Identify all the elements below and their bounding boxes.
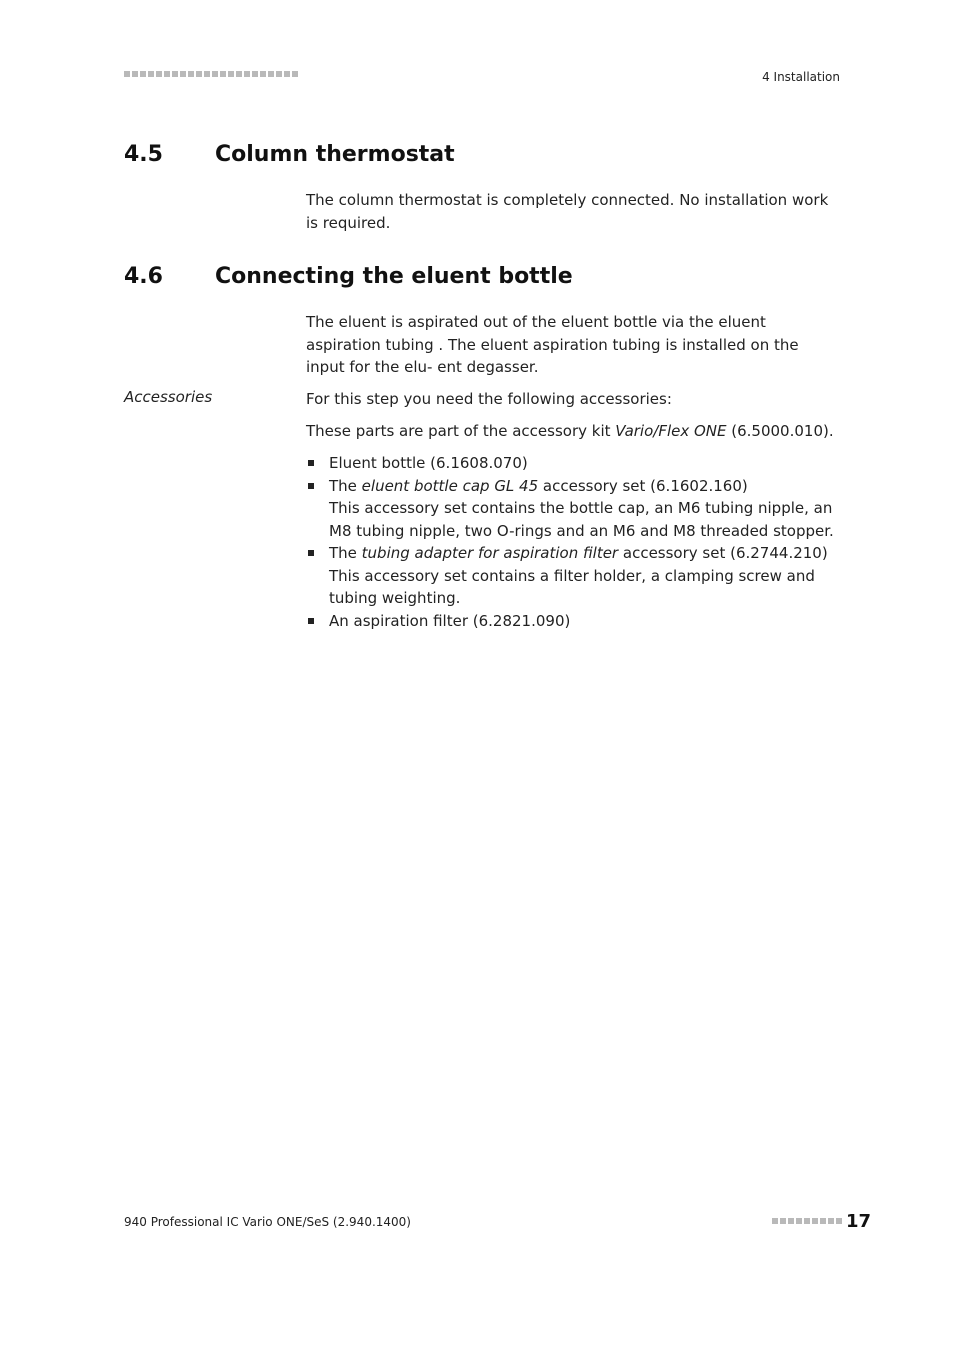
footer-decoration bbox=[772, 1218, 842, 1224]
bullet-icon bbox=[308, 483, 314, 489]
list-item bbox=[306, 475, 846, 543]
side-label-accessories: Accessories bbox=[124, 388, 213, 406]
kit-name: Vario/Flex ONE bbox=[615, 422, 727, 440]
accessories-list bbox=[306, 452, 846, 632]
accessories-intro: For this step you need the following accessories: bbox=[306, 390, 672, 408]
list-item bbox=[306, 542, 846, 610]
page-number: 17 bbox=[846, 1211, 872, 1232]
kit-text-after: (6.5000.010). bbox=[726, 422, 834, 440]
bullet-icon bbox=[308, 550, 314, 556]
item-prefix: The bbox=[329, 476, 362, 495]
section-paragraph: The eluent is aspirated out of the eluent bottle via the eluent aspiration tubing . The eluent aspiration tubing is installed on the input for the elu- ent degasser. bbox=[306, 313, 799, 376]
item-suffix: accessory set (6.1602.160) bbox=[538, 476, 748, 495]
section-paragraph: The column thermostat is completely connected. No installation work is required. bbox=[306, 191, 829, 232]
item-name: eluent bottle cap GL 45 bbox=[361, 476, 539, 495]
list-item bbox=[306, 452, 846, 475]
header-decoration bbox=[124, 71, 298, 77]
section-number: 4.6 bbox=[124, 264, 163, 289]
item-suffix: accessory set (6.2744.210) bbox=[618, 544, 828, 562]
item-text: Eluent bottle (6.1608.070) bbox=[329, 454, 528, 472]
bullet-icon bbox=[308, 618, 314, 624]
item-detail: This accessory set contains a filter holder, a clamping screw and tubing weighting. bbox=[329, 566, 815, 607]
section-title: Column thermostat bbox=[215, 142, 455, 167]
bullet-icon bbox=[308, 460, 314, 466]
footer-document-title: 940 Professional IC Vario ONE/SeS (2.940.1400) bbox=[124, 1215, 411, 1229]
section-number: 4.5 bbox=[124, 142, 163, 167]
header-chapter: 4 Installation bbox=[762, 70, 840, 84]
accessory-kit-note bbox=[306, 420, 846, 443]
item-name: tubing adapter for aspiration filter bbox=[361, 544, 619, 562]
item-text: An aspiration filter (6.2821.090) bbox=[329, 611, 571, 630]
item-detail: This accessory set contains the bottle cap, an M6 tubing nipple, an M8 tubing nipple, two O-rings and an M6 and M8 threaded stopper. bbox=[329, 499, 834, 540]
item-prefix: The bbox=[329, 544, 362, 562]
kit-text-before: These parts are part of the accessory kit bbox=[306, 422, 616, 440]
list-item bbox=[306, 610, 846, 633]
section-title: Connecting the eluent bottle bbox=[215, 264, 573, 289]
